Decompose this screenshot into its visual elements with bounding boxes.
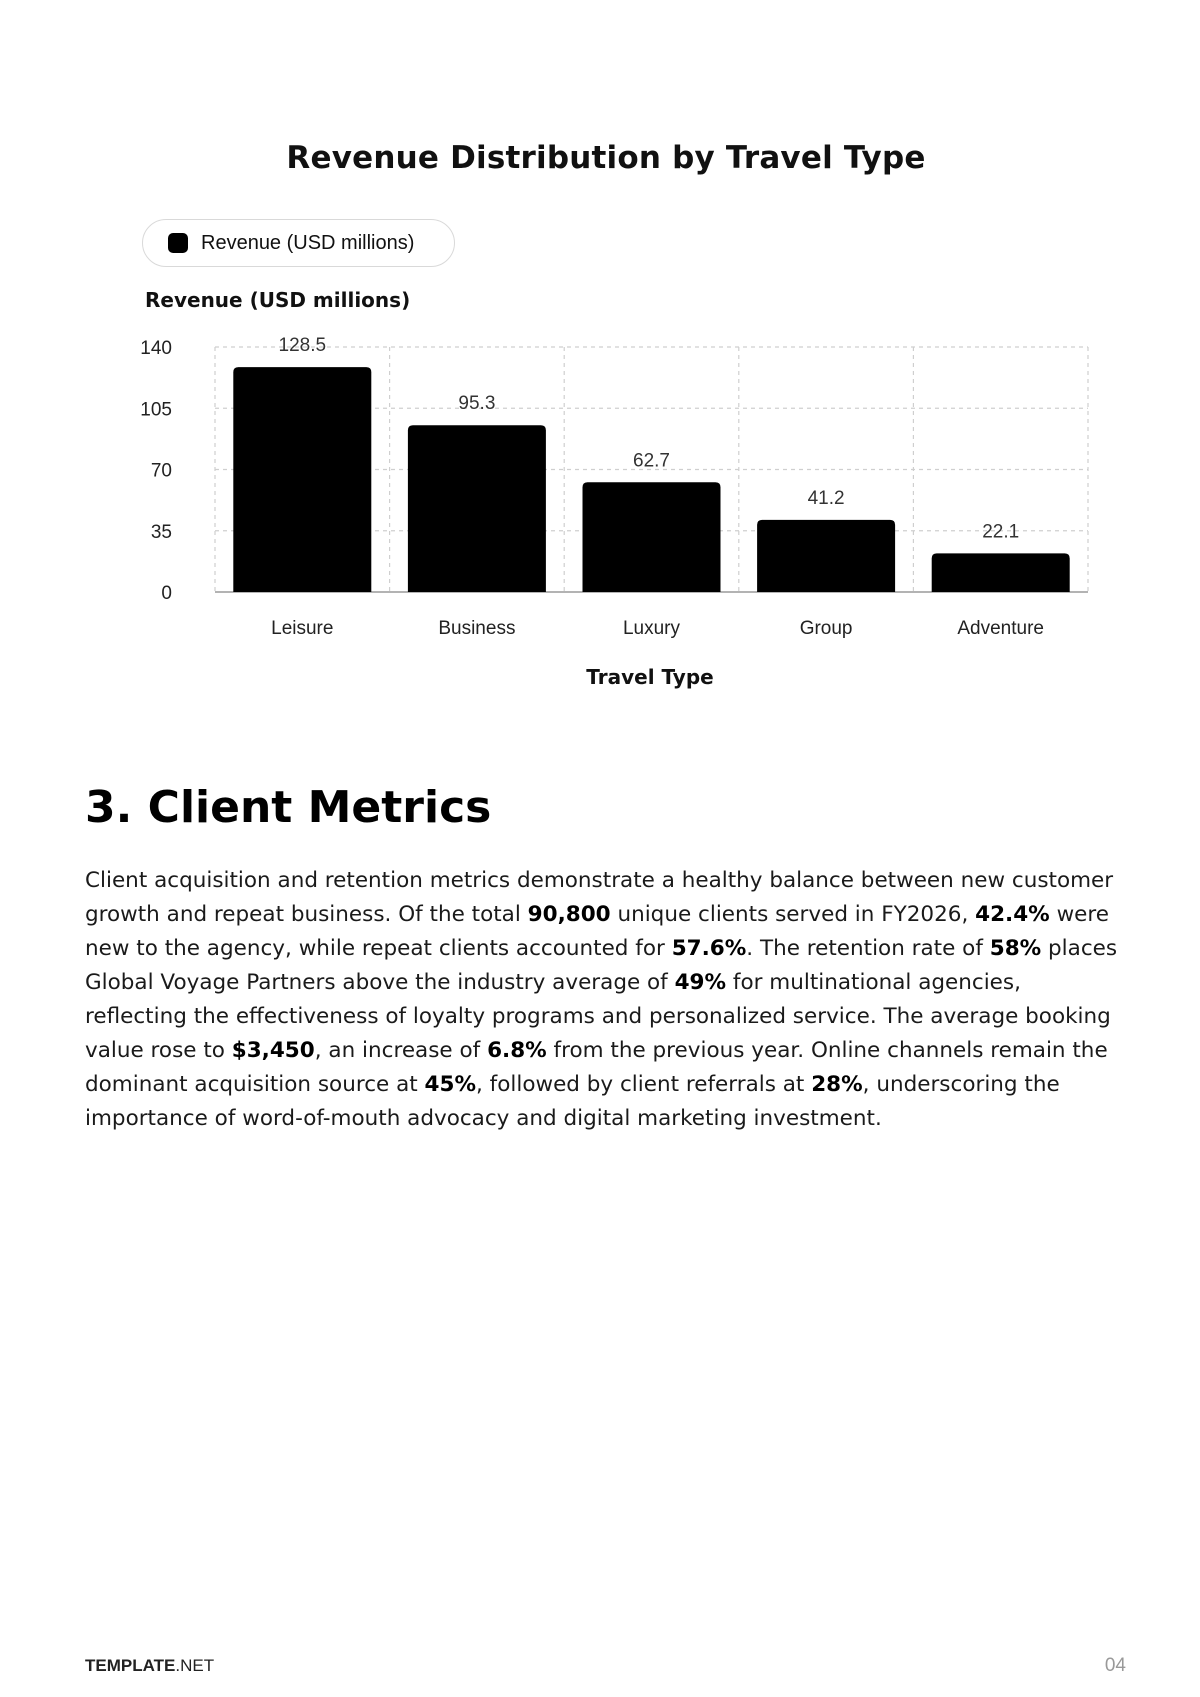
bar-business <box>408 425 546 592</box>
x-tick-label: Luxury <box>622 618 681 639</box>
paragraph-text: , underscoring the importance of word-of-mouth advocacy and digital marketing investment. <box>85 1072 1060 1131</box>
highlight-value: 28% <box>811 1072 863 1097</box>
chart-title: Revenue Distribution by Travel Type <box>286 140 926 176</box>
x-tick-label: Adventure <box>957 618 1045 639</box>
y-tick-label: 140 <box>140 338 172 359</box>
client-metrics-paragraph <box>85 864 1125 1136</box>
legend-label: Revenue (USD millions) <box>201 231 415 254</box>
footer-brand-suffix: .NET <box>175 1656 215 1675</box>
bar-group <box>757 520 895 592</box>
highlight-value: 57.6% <box>671 936 747 961</box>
data-label: 22.1 <box>982 521 1020 543</box>
footer-brand-bold: TEMPLATE <box>85 1656 176 1675</box>
y-tick-label: 35 <box>150 521 172 543</box>
bar-chart <box>0 0 1200 720</box>
x-tick-label: Group <box>799 618 853 639</box>
footer-brand <box>85 1656 214 1676</box>
y-tick-label: 0 <box>161 583 172 604</box>
paragraph-text: from the previous year. Online channels remain the dominant acquisition source at <box>85 1038 1108 1097</box>
paragraph-text: for multinational agencies, reflecting the effectiveness of loyalty programs and personalized service. The average booking value rose to <box>85 970 1111 1063</box>
highlight-value: $3,450 <box>231 1038 315 1063</box>
bar-adventure <box>932 553 1070 592</box>
highlight-value: 49% <box>674 970 727 995</box>
paragraph-text: . The retention rate of <box>746 936 990 961</box>
paragraph-text: , followed by client referrals at <box>476 1072 812 1097</box>
paragraph-text: were new to the agency, while repeat clients accounted for <box>85 902 1109 961</box>
data-label: 128.5 <box>278 335 327 357</box>
x-tick-label: Business <box>438 618 516 639</box>
paragraph-text: unique clients served in FY2026, <box>610 902 976 927</box>
bar-luxury <box>583 482 721 592</box>
paragraph-text: , an increase of <box>314 1038 488 1063</box>
data-label: 41.2 <box>807 487 845 509</box>
x-tick-label: Leisure <box>271 618 334 639</box>
highlight-value: 6.8% <box>487 1038 547 1063</box>
x-axis-title: Travel Type <box>586 665 714 689</box>
chart-bars <box>233 367 1069 592</box>
highlight-value: 45% <box>424 1072 476 1097</box>
section-title: 3. Client Metrics <box>85 782 492 833</box>
y-tick-label: 70 <box>150 460 172 482</box>
highlight-value: 42.4% <box>975 902 1050 927</box>
paragraph-text: places Global Voyage Partners above the industry average of <box>85 936 1118 995</box>
y-tick-label: 105 <box>140 399 172 421</box>
y-axis-title: Revenue (USD millions) <box>145 288 411 312</box>
data-label: 62.7 <box>633 450 670 472</box>
highlight-value: 90,800 <box>527 902 611 927</box>
paragraph-text: Client acquisition and retention metrics demonstrate a healthy balance between new customer growth and repeat business. Of the total <box>85 868 1114 927</box>
page-number: 04 <box>1104 1655 1126 1676</box>
highlight-value: 58% <box>989 936 1042 961</box>
bar-leisure <box>233 367 371 592</box>
data-label: 95.3 <box>458 393 496 415</box>
